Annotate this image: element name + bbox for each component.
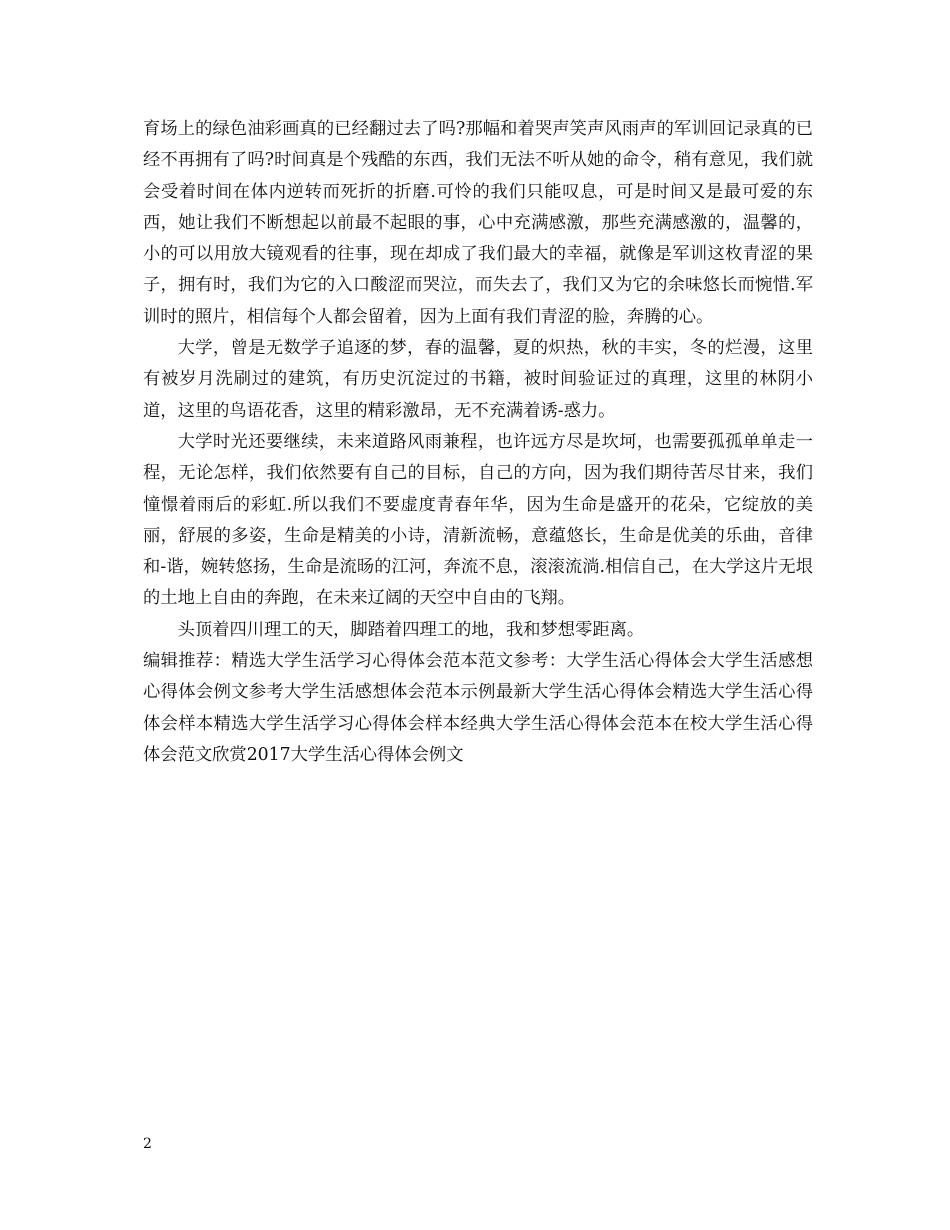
paragraph-editor-recommendation: 编辑推荐：精选大学生活学习心得体会范本范文参考：大学生活心得体会大学生活感想心得体会例文参考大学生活感想体会范本示例最新大学生活心得体会精选大学生活心得体会样本精选大学生活学习心得体会样本经典大学生活心得体会范本在校大学生活心得体会范文欣赏2017大学生活心得体会例文	[143, 651, 813, 765]
page-number: 2	[143, 1136, 152, 1152]
paragraph-university-dream: 大学，曾是无数学子追逐的梦，春的温馨，夏的炽热，秋的丰实，冬的烂漫，这里有被岁月洗刷过的建筑，有历史沉淀过的书籍，被时间验证过的真理，这里的林阴小道，这里的鸟语花香，这里的精彩激昂，无不充满着诱-惑力。	[143, 338, 813, 421]
document-body	[143, 114, 813, 771]
paragraph-university-time: 大学时光还要继续，未来道路风雨兼程，也许远方尽是坎坷，也需要孤孤单单走一程，无论怎样，我们依然要有自己的目标，自己的方向，因为我们期待苦尽甘来，我们憧憬着雨后的彩虹.所以我们不要虚度青春年华，因为生命是盛开的花朵，它绽放的美丽，舒展的多姿，生命是精美的小诗，清新流畅，意蕴悠长，生命是优美的乐曲，音律和-谐，婉转悠扬，生命是流旸的江河，奔流不息，滚滚流淌.相信自己，在大学这片无垠的土地上自由的奔跑，在未来辽阔的天空中自由的飞翔。	[143, 431, 813, 609]
paragraph-sichuan-ligong: 头顶着四川理工的天，脚踏着四理工的地，我和梦想零距离。	[177, 619, 645, 640]
paragraph-military-training: 育场上的绿色油彩画真的已经翻过去了吗?那幅和着哭声笑声风雨声的军训回记录真的已经不再拥有了吗?时间真是个残酷的东西，我们无法不听从她的命令，稍有意见，我们就会受着时间在体内逆转而死折的折磨.可怜的我们只能叹息，可是时间又是最可爱的东西，她让我们不断想起以前最不起眼的事，心中充满感激，那些充满感激的，温馨的，小的可以用放大镜观看的往事，现在却成了我们最大的幸福，就像是军训这枚青涩的果子，拥有时，我们为它的入口酸涩而哭泣，而失去了，我们又为它的余味悠长而惋惜.军训时的照片，相信每个人都会留着，因为上面有我们青涩的脸，奔腾的心。	[143, 119, 813, 327]
